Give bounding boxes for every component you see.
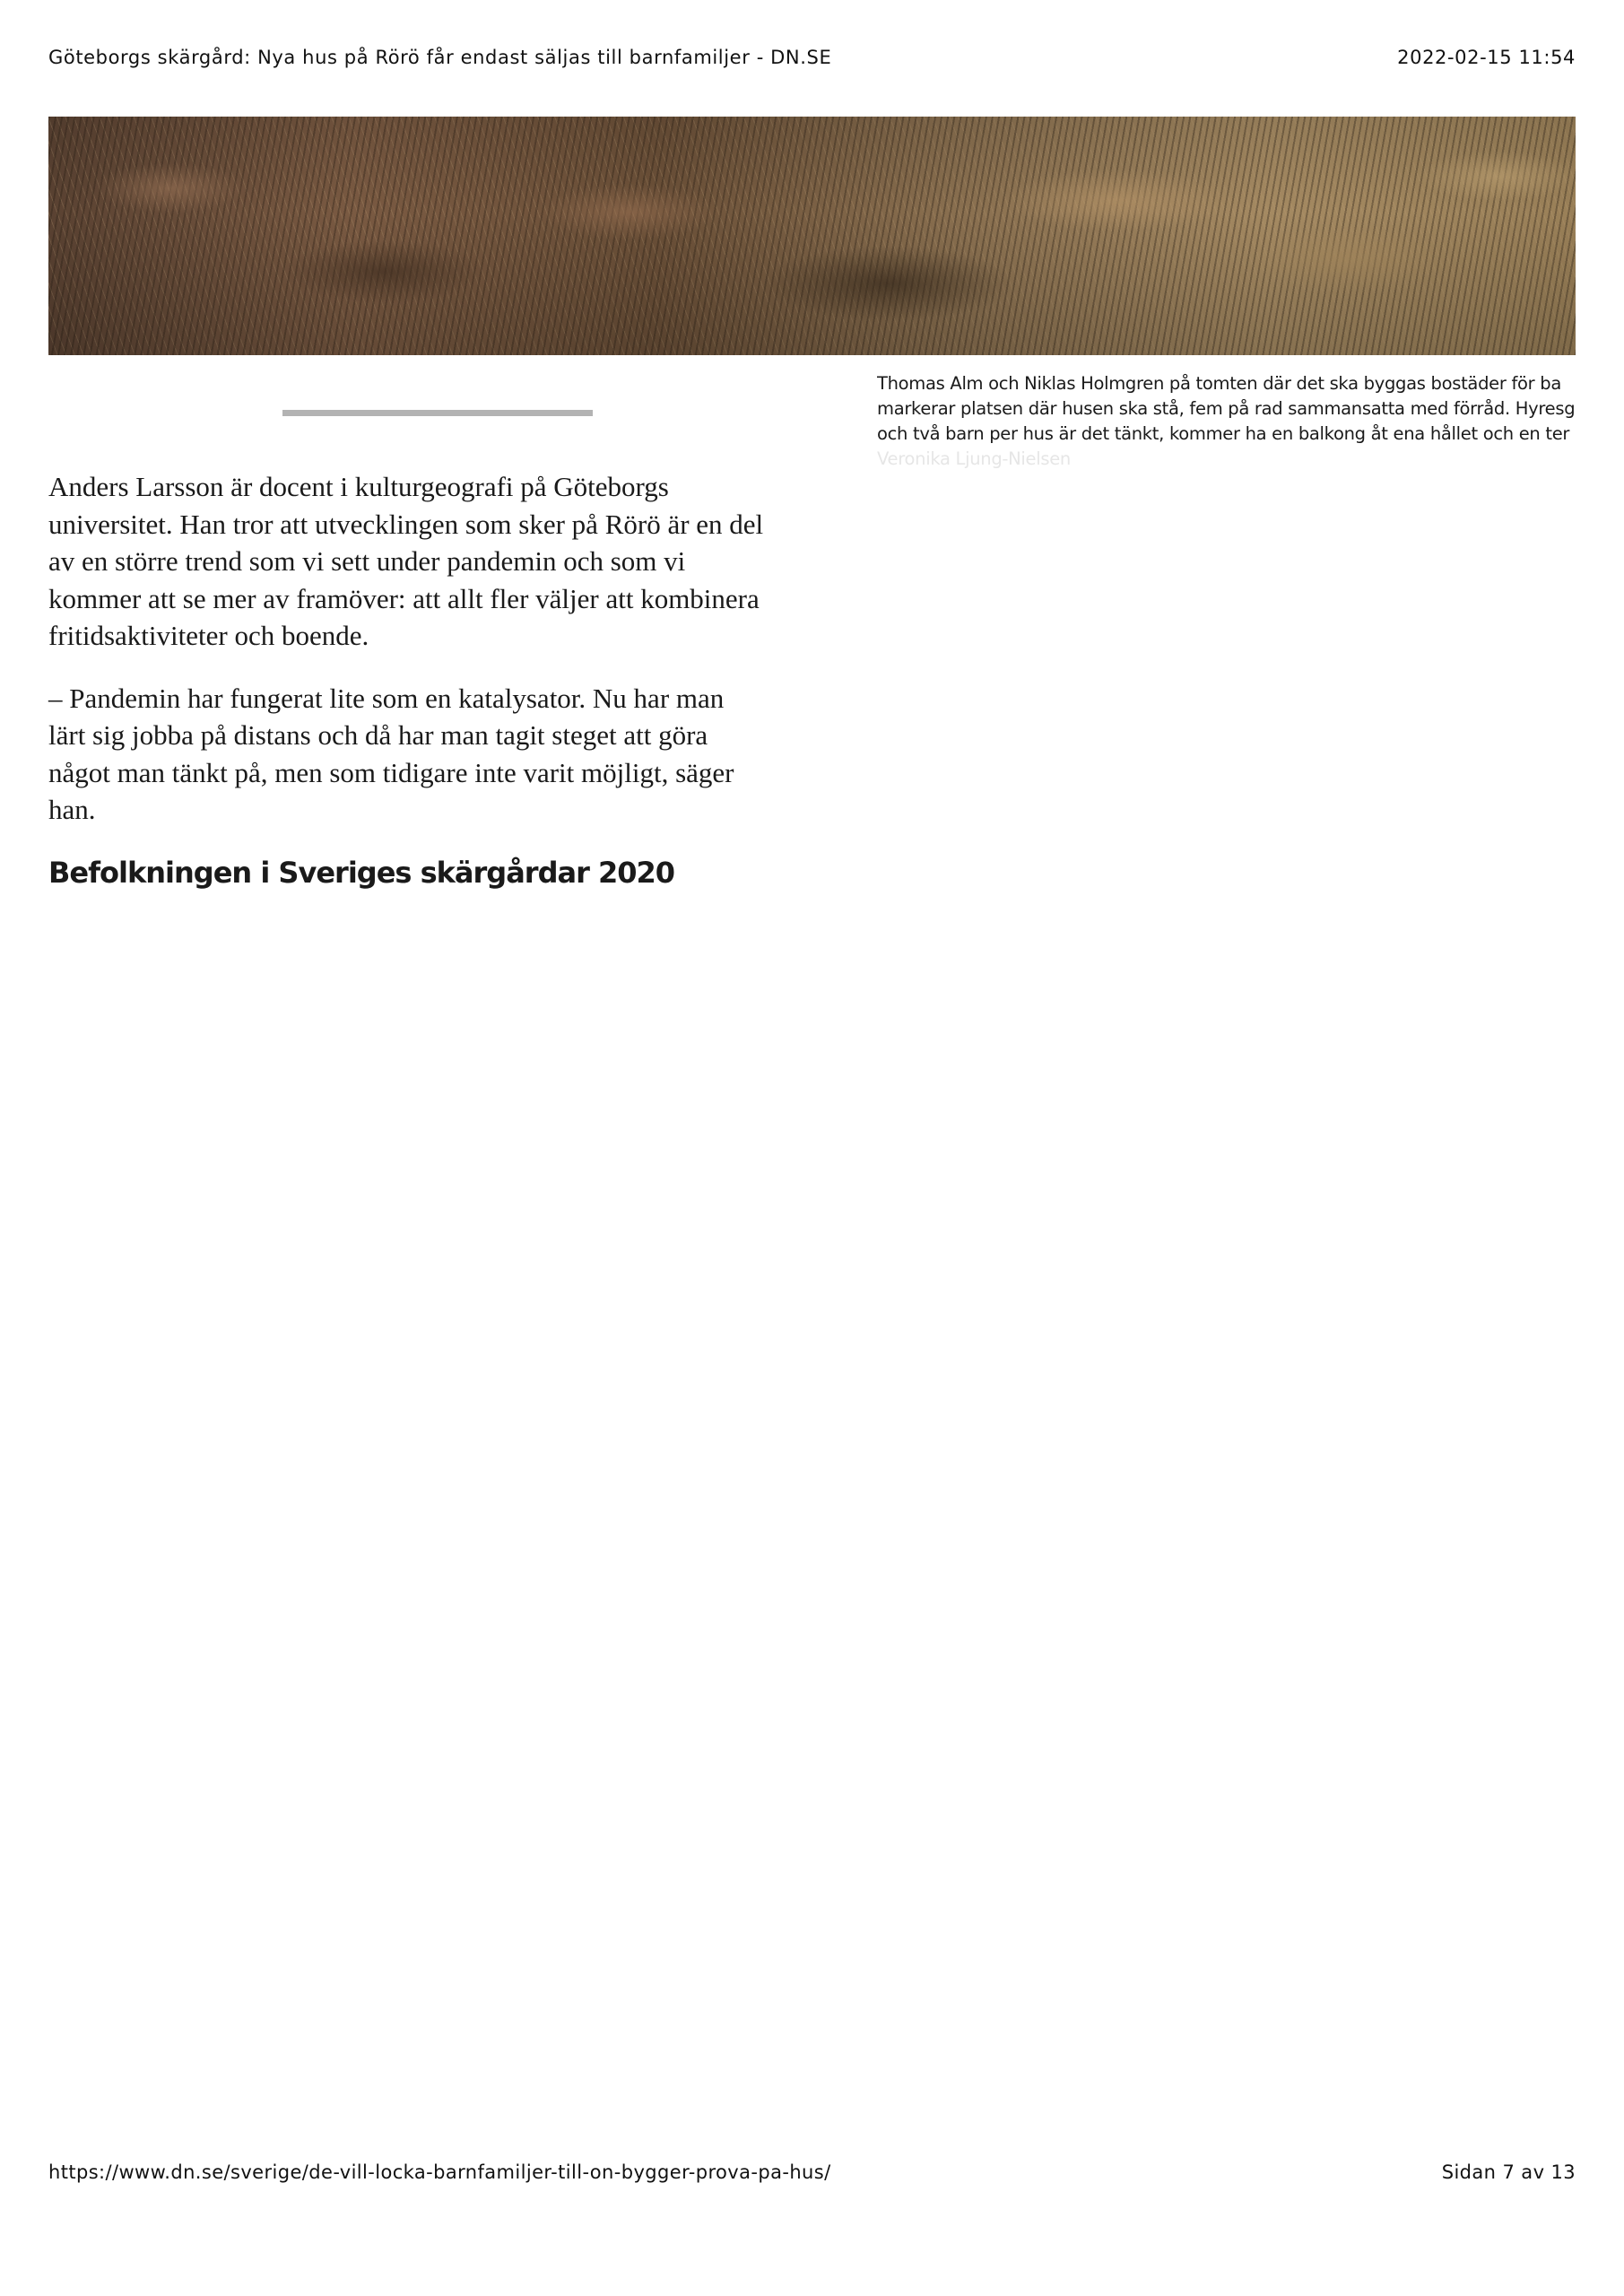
paragraph-line: – Pandemin har fungerat lite som en katalysator. Nu har man xyxy=(48,682,725,714)
caption-line: Thomas Alm och Niklas Holmgren på tomten där det ska byggas bostäder för ba xyxy=(877,373,1562,394)
paragraph-line: kommer att se mer av framöver: att allt fler väljer att kombinera xyxy=(48,582,760,614)
caption-line: och två barn per hus är det tänkt, kommer ha en balkong åt ena hållet och en ter xyxy=(877,423,1570,444)
paragraph-line: fritidsaktiviteter och boende. xyxy=(48,620,369,651)
print-footer-page-number: Sidan 7 av 13 xyxy=(1441,2161,1576,2183)
article-paragraph xyxy=(48,680,838,829)
print-header-title: Göteborgs skärgård: Nya hus på Rörö får endast säljas till barnfamiljer - DN.SE xyxy=(48,47,832,68)
photo-credit: Veronika Ljung-Nielsen xyxy=(877,448,1071,469)
paragraph-line: han. xyxy=(48,794,96,825)
paragraph-line: lärt sig jobba på distans och då har man tagit steget att göra xyxy=(48,719,708,751)
paragraph-line: Anders Larsson är docent i kulturgeografi på Göteborgs xyxy=(48,471,669,502)
caption-line: markerar platsen där husen ska stå, fem på rad sammansatta med förråd. Hyresg xyxy=(877,398,1576,419)
article-body xyxy=(48,468,838,854)
paragraph-line: universitet. Han tror att utvecklingen som sker på Rörö är en del xyxy=(48,508,764,540)
article-photo xyxy=(48,117,1576,355)
section-heading: Befolkningen i Sveriges skärgårdar 2020 xyxy=(48,856,675,890)
print-header-datetime: 2022-02-15 11:54 xyxy=(1397,47,1576,68)
photo-caption xyxy=(877,371,1576,472)
section-divider xyxy=(282,410,593,416)
print-footer-url: https://www.dn.se/sverige/de-vill-locka-barnfamiljer-till-on-bygger-prova-pa-hus/ xyxy=(48,2161,831,2183)
article-paragraph xyxy=(48,468,838,655)
paragraph-line: något man tänkt på, men som tidigare inte varit möjligt, säger xyxy=(48,756,734,788)
paragraph-line: av en större trend som vi sett under pandemin och som vi xyxy=(48,545,686,577)
photo-shading xyxy=(48,117,1576,355)
